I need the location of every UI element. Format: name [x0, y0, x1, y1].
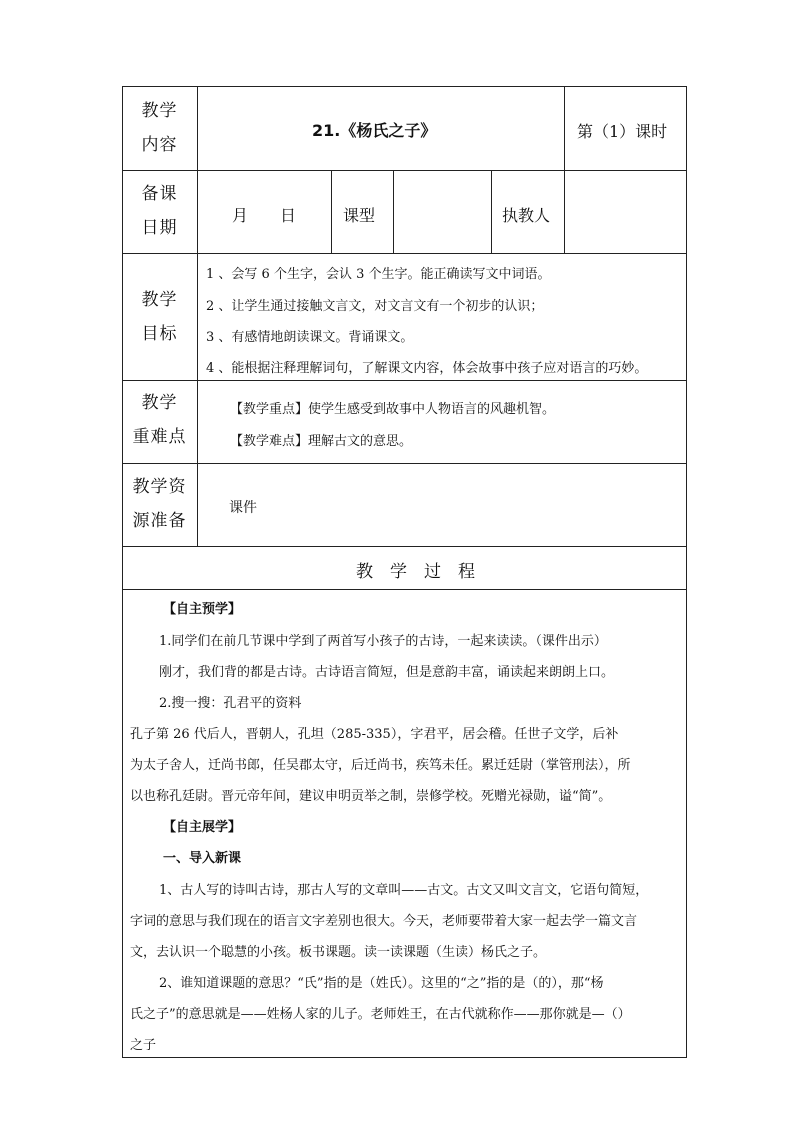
teaching-difficulty: 【教学难点】理解古文的意思。: [230, 434, 413, 449]
teacher-label: 执教人: [502, 206, 551, 225]
lesson-type-label: 课型: [343, 206, 376, 225]
type-column-divider: [393, 170, 394, 253]
goal-item: 2 、让学生通过接触文言文，对文言文有一个初步的认识；: [206, 299, 544, 314]
table-row-divider: [122, 380, 687, 381]
table-row-divider: [122, 589, 687, 590]
process-line: 1、古人写的诗叫古诗，那古人写的文章叫——古文。古文又叫文言文，它语句简短，: [159, 883, 649, 898]
process-line: 文，去认识一个聪慧的小孩。板书课题。读一读课题（生读）杨氏之子。: [130, 945, 547, 960]
class-period: 第（1）课时: [577, 122, 668, 141]
table-row-divider: [122, 463, 687, 464]
resources-label: 教学资 源准备: [132, 477, 187, 531]
goal-item: 1 、会写 6 个生字，会认 3 个生字。能正确读写文中词语。: [206, 267, 551, 282]
lesson-title: 21.《杨氏之子》: [312, 121, 437, 140]
goal-item: 3 、有感情地朗读课文。背诵课文。: [206, 330, 414, 345]
process-line: 氏之子”的意思就是——姓杨人家的儿子。老师姓王，在古代就称作——那你就是—（）: [130, 1007, 631, 1022]
teaching-focus: 【教学重点】使学生感受到故事中人物语言的风趣机智。: [230, 402, 556, 417]
section-heading-preview: 【自主预学】: [163, 602, 242, 617]
process-line: 为太子舍人，迁尚书郎，任吴郡太守，后迁尚书，疾笃未任。累迁廷尉（掌管刑法），所: [130, 758, 631, 773]
goals-label: 教学 目标: [141, 290, 178, 344]
period-column-divider: [564, 86, 565, 253]
date-column-divider: [331, 170, 332, 253]
content-label: 教学 内容: [141, 101, 178, 155]
process-line: 孔子第 26 代后人，晋朝人，孔坦（285-335），字君平，居会稽。任世子文学，后补: [130, 727, 619, 742]
process-line: 2、谁知道课题的意思？“氏”指的是（姓氏）。这里的“之”指的是（的），那“杨: [159, 976, 604, 991]
process-title: 教 学 过 程: [356, 562, 475, 582]
process-line: 之子: [130, 1038, 157, 1053]
resources-value: 课件: [229, 500, 257, 516]
process-line: 以也称孔廷尉。晋元帝年间，建议申明贡举之制，崇修学校。死赠光禄勋，谥“简”。: [130, 789, 612, 804]
table-row-divider: [122, 253, 687, 254]
type-value-divider: [491, 170, 492, 253]
process-line: 刚才，我们背的都是古诗。古诗语言简短，但是意韵丰富，诵读起来朗朗上口。: [159, 665, 615, 680]
process-line: 1.同学们在前几节课中学到了两首写小孩子的古诗，一起来读读。（课件出示）: [159, 634, 607, 649]
table-border-top: [122, 86, 687, 87]
table-row-divider: [122, 170, 687, 171]
process-line: 字词的意思与我们现在的语言文字差别也很大。今天，老师要带着大家一起去学一篇文言: [130, 914, 638, 929]
key-points-label: 教学 重难点: [132, 393, 187, 447]
table-border-right: [686, 86, 687, 1057]
prep-date-value: 月 日: [232, 206, 297, 225]
table-row-divider: [122, 546, 687, 547]
table-border-bottom: [122, 1057, 687, 1058]
prep-date-label: 备课 日期: [141, 184, 178, 238]
section-heading-intro: 一、导入新课: [163, 851, 242, 866]
goal-item: 4 、能根据注释理解词句，了解课文内容，体会故事中孩子应对语言的巧妙。: [206, 361, 648, 376]
process-line: 2.搜一搜：孔君平的资料: [159, 696, 302, 711]
label-column-divider: [197, 86, 198, 546]
section-heading-showcase: 【自主展学】: [163, 820, 242, 835]
